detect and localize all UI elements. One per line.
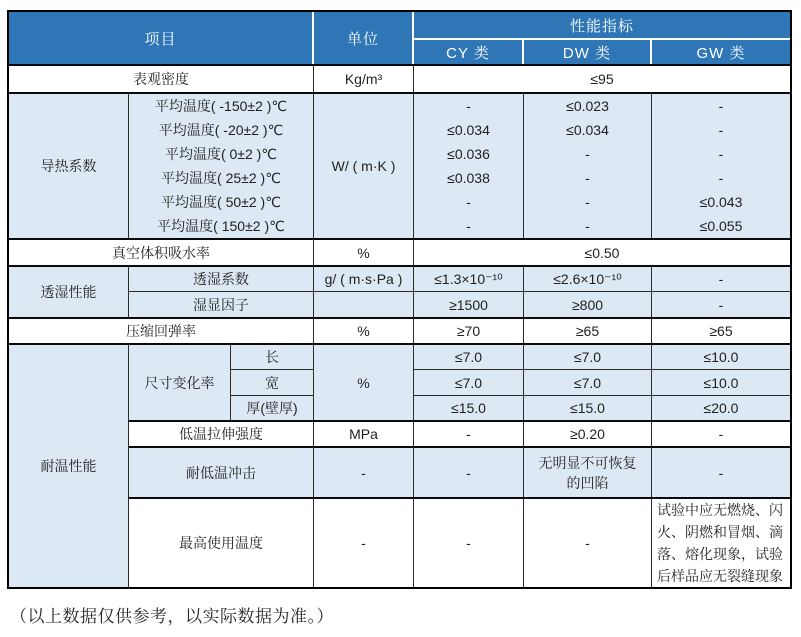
low-temp-tensile-unit: MPa — [314, 420, 414, 446]
thermal-conductivity-label: 导热系数 — [9, 92, 129, 238]
value-cell: ≤15.0 — [524, 395, 652, 420]
value-cell: ≤0.023 — [566, 98, 609, 114]
vacuum-absorption-unit: % — [314, 238, 414, 265]
thermal-conductivity-temps — [129, 92, 314, 238]
value-cell: ≤20.0 — [652, 395, 790, 420]
value-cell: - — [585, 170, 590, 186]
value-cell: - — [466, 218, 471, 234]
thermal-temp-row-label: 平均温度( -20±2 )℃ — [158, 122, 284, 138]
value-cell: ≤7.0 — [414, 369, 524, 395]
dimension-thickness-label: 厚(壁厚) — [231, 395, 314, 420]
header-class-cy: CY 类 — [414, 38, 524, 64]
value-cell: ≤10.0 — [652, 343, 790, 369]
header-class-dw: DW 类 — [524, 38, 652, 64]
value-cell: ≥800 — [524, 291, 652, 317]
moisture-factor-label: 湿显因子 — [129, 291, 314, 317]
thermal-temp-row-label: 平均温度( -150±2 )℃ — [154, 98, 288, 114]
max-service-temp-gw-text: 试验中应无燃烧、闪火、阴燃和冒烟、滴落、熔化现象，试验后样品应无裂缝现象 — [657, 502, 783, 584]
value-cell: - — [585, 218, 590, 234]
thermal-conductivity-cy-values — [414, 92, 524, 238]
dimension-change-label: 尺寸变化率 — [129, 343, 231, 420]
value-cell: - — [414, 446, 524, 497]
low-temp-impact-unit: - — [314, 446, 414, 497]
vacuum-absorption-value: ≤0.50 — [414, 238, 790, 265]
thermal-conductivity-unit: W/ ( m·K ) — [314, 92, 414, 238]
vacuum-absorption-label: 真空体积吸水率 — [9, 238, 314, 265]
value-cell: ≥0.20 — [524, 420, 652, 446]
value-cell: - — [718, 170, 724, 186]
value-cell: - — [414, 420, 524, 446]
max-service-temp-label: 最高使用温度 — [129, 497, 314, 587]
header-unit: 单位 — [314, 12, 414, 64]
thermal-conductivity-gw-values — [652, 92, 790, 238]
header-class-gw: GW 类 — [652, 38, 790, 64]
value-cell: - — [466, 194, 471, 210]
low-temp-tensile-label: 低温拉伸强度 — [129, 420, 314, 446]
moisture-coefficient-unit: g/ ( m·s·Pa ) — [314, 265, 414, 291]
moisture-factor-unit — [314, 291, 414, 317]
dimension-change-unit: % — [314, 343, 414, 420]
value-cell: ≥65 — [652, 317, 790, 343]
value-cell: ≤7.0 — [524, 343, 652, 369]
value-cell — [652, 497, 790, 587]
moisture-permeability-label: 透湿性能 — [9, 265, 129, 317]
moisture-coefficient-label: 透湿系数 — [129, 265, 314, 291]
max-service-temp-unit: - — [314, 497, 414, 587]
value-cell: ≤0.055 — [699, 218, 743, 234]
value-cell: - — [718, 98, 724, 114]
value-cell: - — [652, 446, 790, 497]
value-cell: ≥70 — [414, 317, 524, 343]
value-cell: ≥65 — [524, 317, 652, 343]
value-cell: - — [585, 146, 590, 162]
apparent-density-unit: Kg/m³ — [314, 64, 414, 92]
thermal-temp-row-label: 平均温度( 25±2 )℃ — [161, 170, 281, 186]
value-cell: ≤7.0 — [524, 369, 652, 395]
performance-spec-table — [7, 10, 792, 589]
value-cell: ≤0.036 — [447, 146, 490, 162]
value-cell: ≥1500 — [414, 291, 524, 317]
value-cell: - — [466, 98, 471, 114]
value-cell: - — [718, 122, 724, 138]
thermal-temp-row-label: 平均温度( 50±2 )℃ — [161, 194, 281, 210]
value-cell: - — [524, 497, 652, 587]
value-cell: - — [652, 420, 790, 446]
value-cell: 无明显不可恢复的凹陷 — [524, 446, 652, 497]
value-cell: - — [718, 146, 724, 162]
value-cell: - — [414, 497, 524, 587]
temperature-resistance-label: 耐温性能 — [9, 343, 129, 587]
compression-rebound-label: 压缩回弹率 — [9, 317, 314, 343]
header-item: 项目 — [9, 12, 314, 64]
value-cell: ≤0.034 — [566, 122, 609, 138]
thermal-temp-row-label: 平均温度( 0±2 )℃ — [164, 146, 278, 162]
value-cell: ≤0.038 — [447, 170, 490, 186]
value-cell: ≤0.043 — [699, 194, 743, 210]
low-temp-impact-label: 耐低温冲击 — [129, 446, 314, 497]
value-cell: ≤0.034 — [447, 122, 490, 138]
value-cell: ≤7.0 — [414, 343, 524, 369]
apparent-density-label: 表观密度 — [9, 64, 314, 92]
apparent-density-value: ≤95 — [414, 64, 790, 92]
value-cell: ≤2.6×10⁻¹⁰ — [524, 265, 652, 291]
compression-rebound-unit: % — [314, 317, 414, 343]
thermal-temp-row-label: 平均温度( 150±2 )℃ — [157, 218, 285, 234]
value-cell: - — [585, 194, 590, 210]
header-performance-index: 性能指标 — [414, 12, 790, 38]
value-cell: - — [652, 265, 790, 291]
value-cell: ≤1.3×10⁻¹⁰ — [414, 265, 524, 291]
thermal-conductivity-dw-values — [524, 92, 652, 238]
value-cell: - — [652, 291, 790, 317]
value-cell: ≤10.0 — [652, 369, 790, 395]
footer-note: （以上数据仅供参考，以实际数据为准。） — [10, 607, 334, 626]
value-cell: ≤15.0 — [414, 395, 524, 420]
dimension-width-label: 宽 — [231, 369, 314, 395]
dimension-length-label: 长 — [231, 343, 314, 369]
